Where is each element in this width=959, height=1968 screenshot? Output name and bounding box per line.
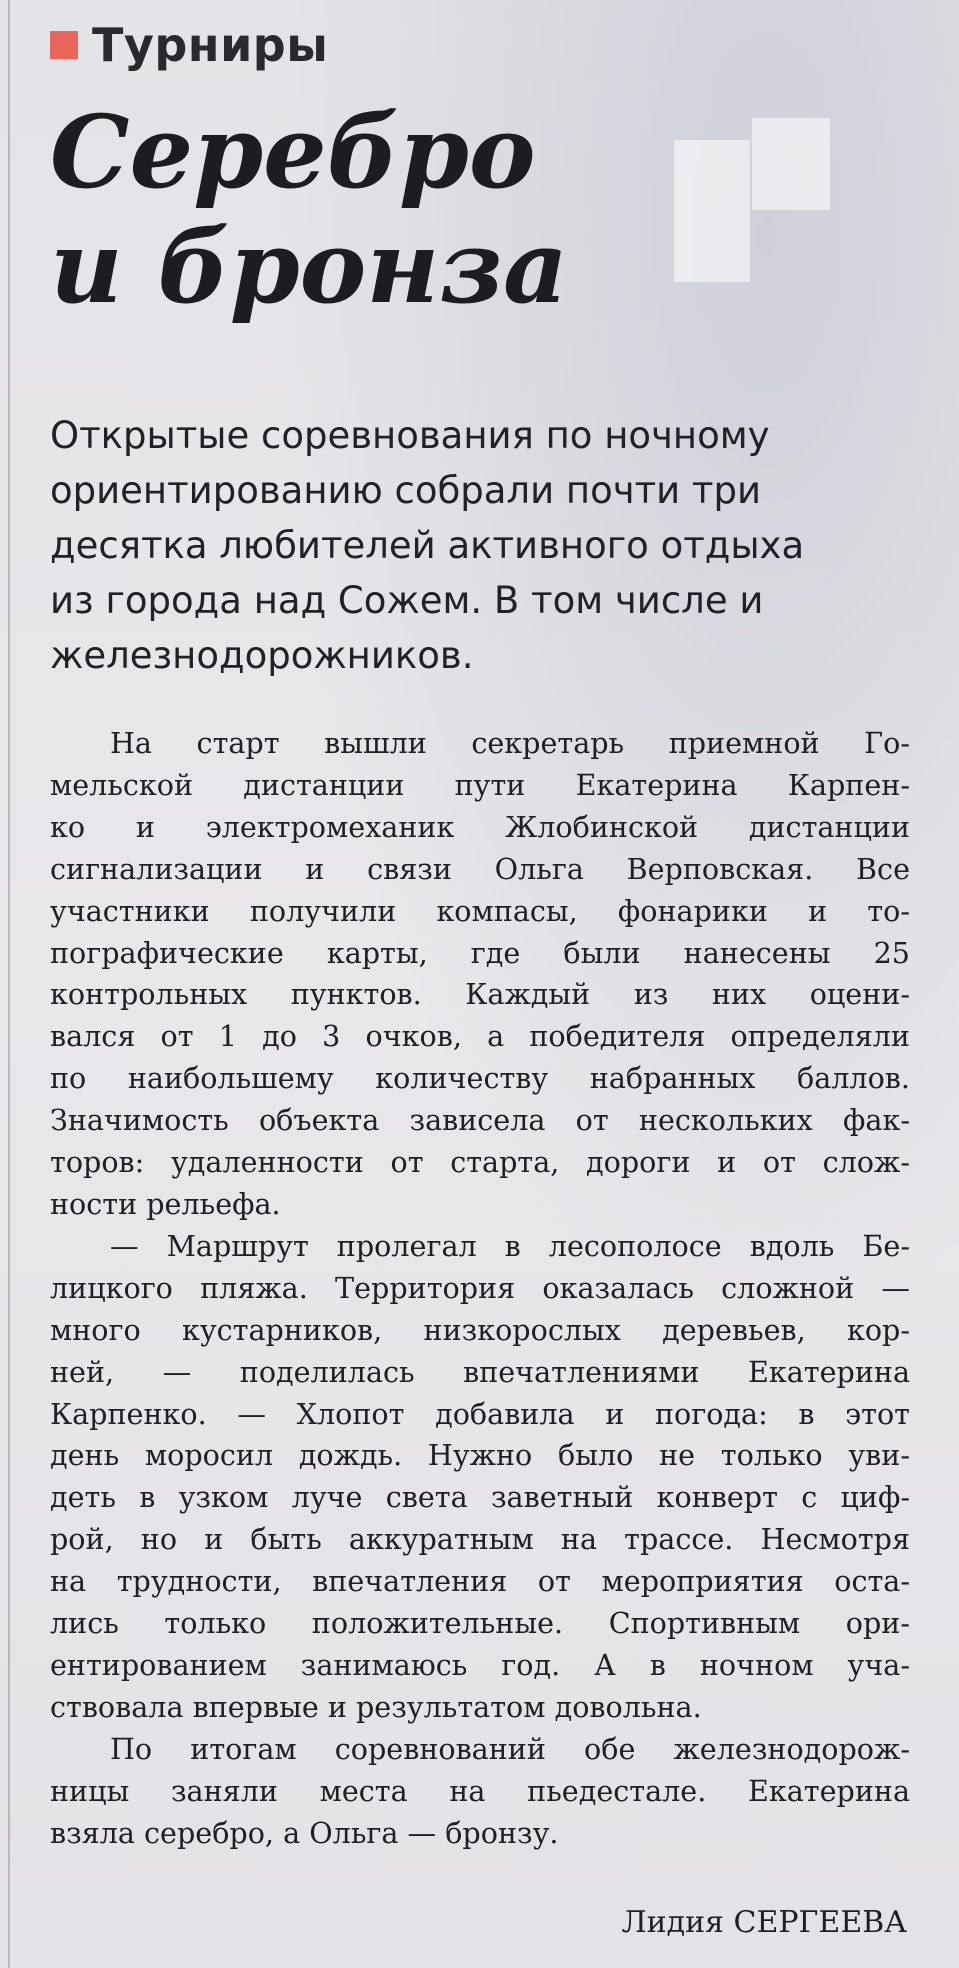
body-line: день моросил дождь. Нужно было не только уви- [50,1438,910,1473]
body-line: Карпенко. — Хлопот добавила и погода: в этот [50,1396,910,1431]
body-line: сигнализации и связи Ольга Верповская. Все [50,851,910,886]
body-line: — Маршрут пролегал в лесополосе вдоль Бе- [110,1228,910,1263]
faded-image-fragment [752,118,830,210]
author-byline: Лидия СЕРГЕЕВА [621,1905,907,1940]
body-line: на трудности, впечатления от мероприятия оста- [50,1564,910,1599]
body-line: ко и электромеханик Жлобинской дистанции [50,809,910,844]
body-line: рой, но и быть аккуратным на трассе. Несмотря [50,1522,910,1557]
lead-line: железнодорожников. [50,634,474,677]
body-line: по наибольшему количеству набранных баллов. [50,1061,910,1096]
body-line: ней, — поделилась впечатлениями Екатерина [50,1354,910,1389]
body-line: деть в узком луче света заветный конверт с циф- [50,1480,910,1515]
body-line: лись только положительные. Спортивным ори- [50,1606,910,1641]
lead-line: Открытые соревнования по ночному [50,414,770,457]
lead-line: десятка любителей активного отдыха [50,524,805,567]
column-rule [8,0,10,1968]
section-header [50,18,328,72]
headline-line: Серебро [50,93,536,211]
body-line: По итогам соревнований обе железнодорож- [110,1731,910,1766]
body-line: мельской дистанции пути Екатерина Карпен- [50,767,910,802]
body-line: ности рельефа. [50,1186,281,1221]
lead-paragraph [50,408,930,683]
article-body [50,723,910,1854]
body-line: ентированием занимаюсь год. А в ночном уча- [50,1647,910,1682]
body-line: взяла серебро, а Ольга — бронзу. [50,1815,559,1850]
body-line: торов: удаленности от старта, дороги и от слож- [50,1145,910,1180]
lead-line: из города над Сожем. В том числе и [50,579,764,622]
body-line: лицкого пляжа. Территория оказалась сложной — [50,1270,910,1305]
headline-line: и бронза [50,208,568,326]
body-line: вался от 1 до 3 очков, а победителя определяли [50,1019,910,1054]
body-line: пографические карты, где были нанесены 25 [50,935,910,970]
body-line: ницы заняли места на пьедестале. Екатерина [50,1773,910,1808]
body-line: контрольных пунктов. Каждый из них оцени- [50,977,910,1012]
headline [50,95,690,325]
body-line: Значимость объекта зависела от нескольких фак- [50,1103,910,1138]
section-label: Турниры [92,18,329,72]
body-line: ствовала впервые и результатом довольна. [50,1689,702,1724]
body-line: много кустарников, низкорослых деревьев, кор- [50,1312,910,1347]
body-line: участники получили компасы, фонарики и то- [50,893,910,928]
section-marker [50,31,78,59]
body-line: На старт вышли секретарь приемной Го- [110,726,910,760]
lead-line: ориентированию собрали почти три [50,469,762,512]
